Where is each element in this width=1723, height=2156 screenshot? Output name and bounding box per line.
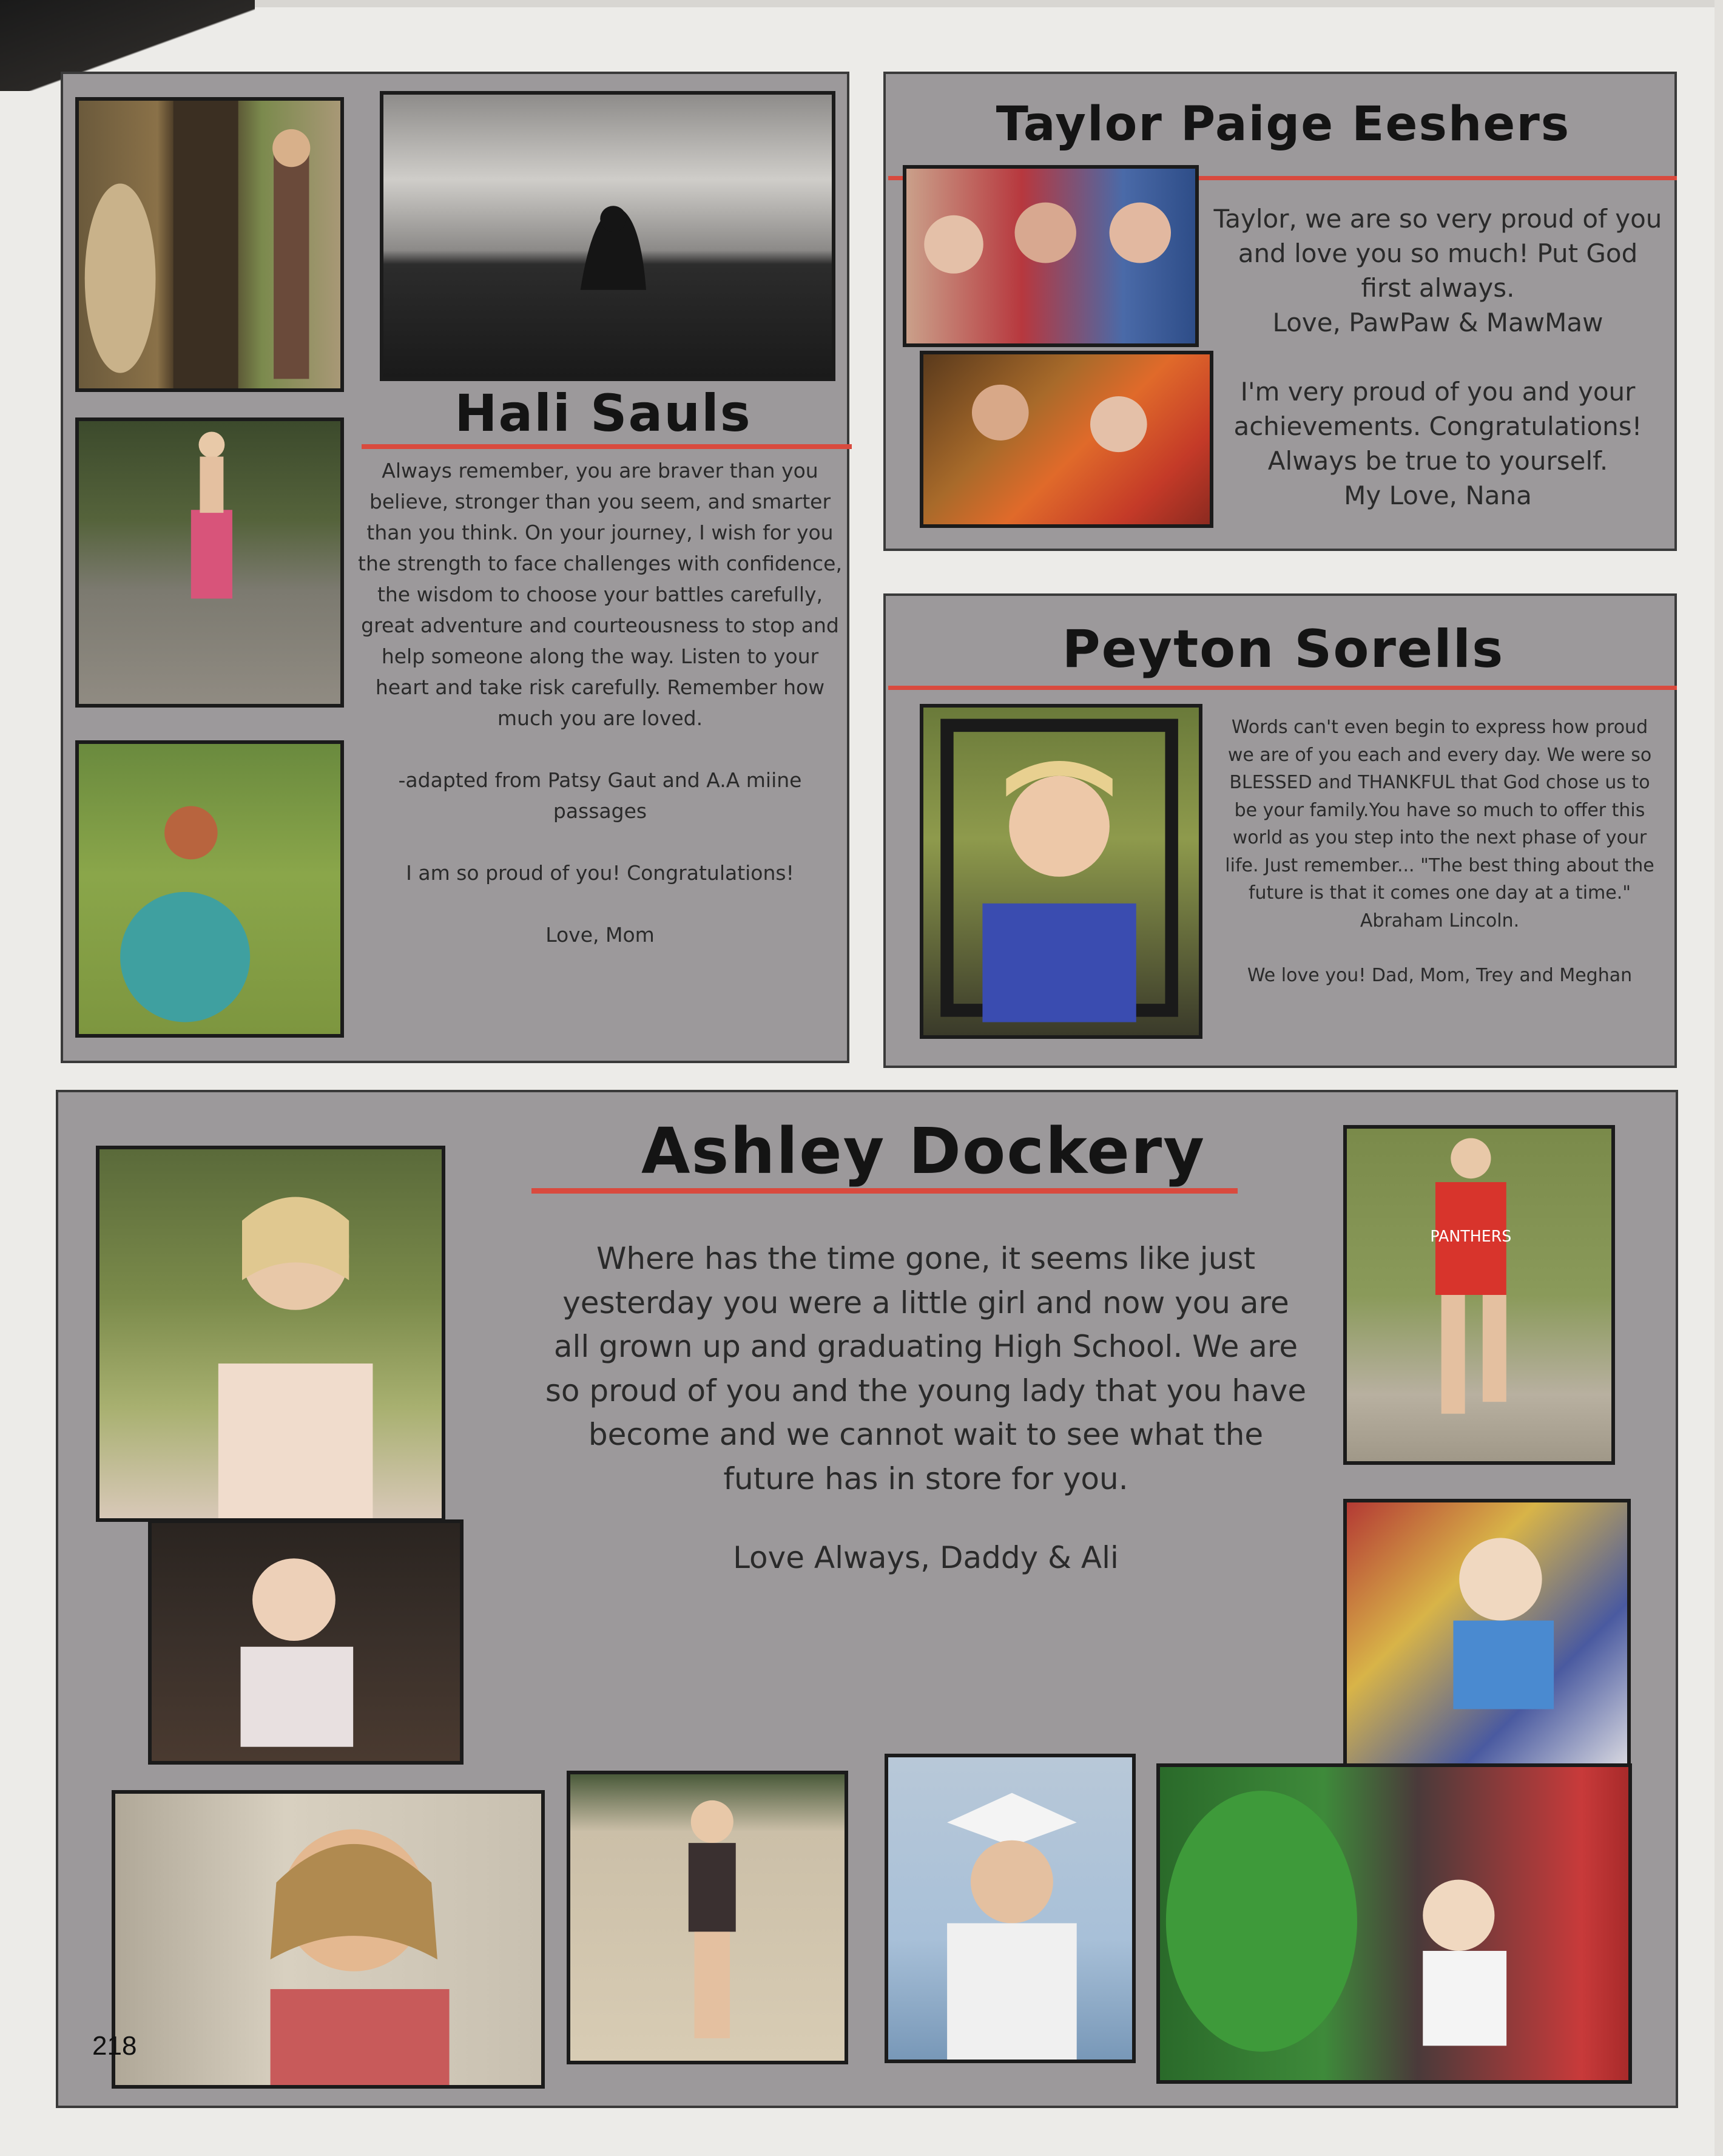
photo-baby-balloons bbox=[1343, 1499, 1631, 1769]
peyton-panel bbox=[883, 593, 1677, 1068]
ashley-message bbox=[544, 1237, 1308, 1580]
photo-cheerleader-field bbox=[567, 1771, 848, 2064]
taylor-message-grandparents-signoff: Love, PawPaw & MawMaw bbox=[1272, 308, 1603, 337]
peyton-title-underline bbox=[888, 686, 1677, 690]
hali-message-credit: -adapted from Patsy Gaut and A.A miine passages bbox=[398, 768, 802, 823]
taylor-name-title: Taylor Paige Eeshers bbox=[996, 97, 1571, 152]
hali-message-body: Always remember, you are braver than you believe, stronger than you seem, and smarter than you think. On your journey, I wish for you the strength to face challenges with confidence, the wisdom to choose your battles carefully, great adventure and courteousness to stop and help someone along the way. Listen to your heart and take risk carefully. Remember how much you are loved. bbox=[358, 459, 842, 730]
hali-name-title: Hali Sauls bbox=[454, 384, 752, 443]
photo-christmas-tree bbox=[920, 351, 1213, 528]
ashley-title-underline bbox=[531, 1188, 1238, 1194]
ashley-name-title: Ashley Dockery bbox=[641, 1114, 1206, 1188]
hali-sauls-panel bbox=[61, 72, 849, 1063]
taylor-panel bbox=[883, 72, 1677, 551]
taylor-message-nana: I'm very proud of you and your achievements. Congratulations! Always be true to yourself. bbox=[1233, 377, 1642, 476]
ashley-message-signoff: Love Always, Daddy & Ali bbox=[733, 1540, 1119, 1575]
peyton-message-body: Words can't even begin to express how proud we are of you each and every day. We were so BLESSED and THANKFUL that God chose us to be your family.You have so much to offer this world as you step into the next phase of your life. Just remember... "The best thing about the future is that it comes one day at a time." Abraham Lincoln. bbox=[1225, 717, 1654, 931]
photo-curly-hair-smile bbox=[112, 1790, 545, 2089]
photo-prom-dress bbox=[96, 1146, 445, 1522]
photo-cheer-red-uniform bbox=[1343, 1125, 1615, 1465]
page-top-edge bbox=[0, 0, 1723, 7]
hali-title-underline bbox=[362, 444, 852, 449]
taylor-message-nana-signoff: My Love, Nana bbox=[1344, 481, 1532, 510]
ashley-panel bbox=[56, 1090, 1678, 2108]
peyton-name-title: Peyton Sorells bbox=[1062, 619, 1505, 680]
photo-peyton-portrait bbox=[920, 704, 1202, 1039]
cheer-uniform-text: PANTHERS bbox=[1430, 1226, 1512, 1245]
photo-silhouette-sunset bbox=[380, 91, 835, 381]
hali-message-signoff: Love, Mom bbox=[545, 923, 655, 947]
ashley-message-body: Where has the time gone, it seems like just yesterday you were a little girl and now you are all grown up and graduating High School. We are so proud of you and the young lady that you have become and we cannot wait to see what the future has in store for you. bbox=[545, 1241, 1307, 1496]
taylor-message bbox=[1213, 201, 1662, 513]
photo-pink-dress-rocks bbox=[75, 417, 344, 708]
photo-kindergarten-graduation bbox=[885, 1754, 1136, 2063]
photo-grandparents bbox=[903, 165, 1199, 347]
peyton-message bbox=[1218, 714, 1661, 990]
photo-frog-statue-boy bbox=[1156, 1763, 1632, 2084]
peyton-message-signoff: We love you! Dad, Mom, Trey and Meghan bbox=[1247, 965, 1633, 986]
photo-llama-and-tree bbox=[75, 97, 344, 392]
photo-toddler-polka-dots bbox=[148, 1519, 464, 1765]
hali-message-congrats: I am so proud of you! Congratulations! bbox=[406, 861, 794, 885]
taylor-message-grandparents: Taylor, we are so very proud of you and love you so much! Put God first always. bbox=[1213, 204, 1662, 303]
page-right-edge bbox=[1715, 0, 1723, 2156]
page-number: 218 bbox=[92, 2031, 137, 2061]
hali-message bbox=[354, 455, 846, 950]
photo-girl-in-grass bbox=[75, 740, 344, 1038]
